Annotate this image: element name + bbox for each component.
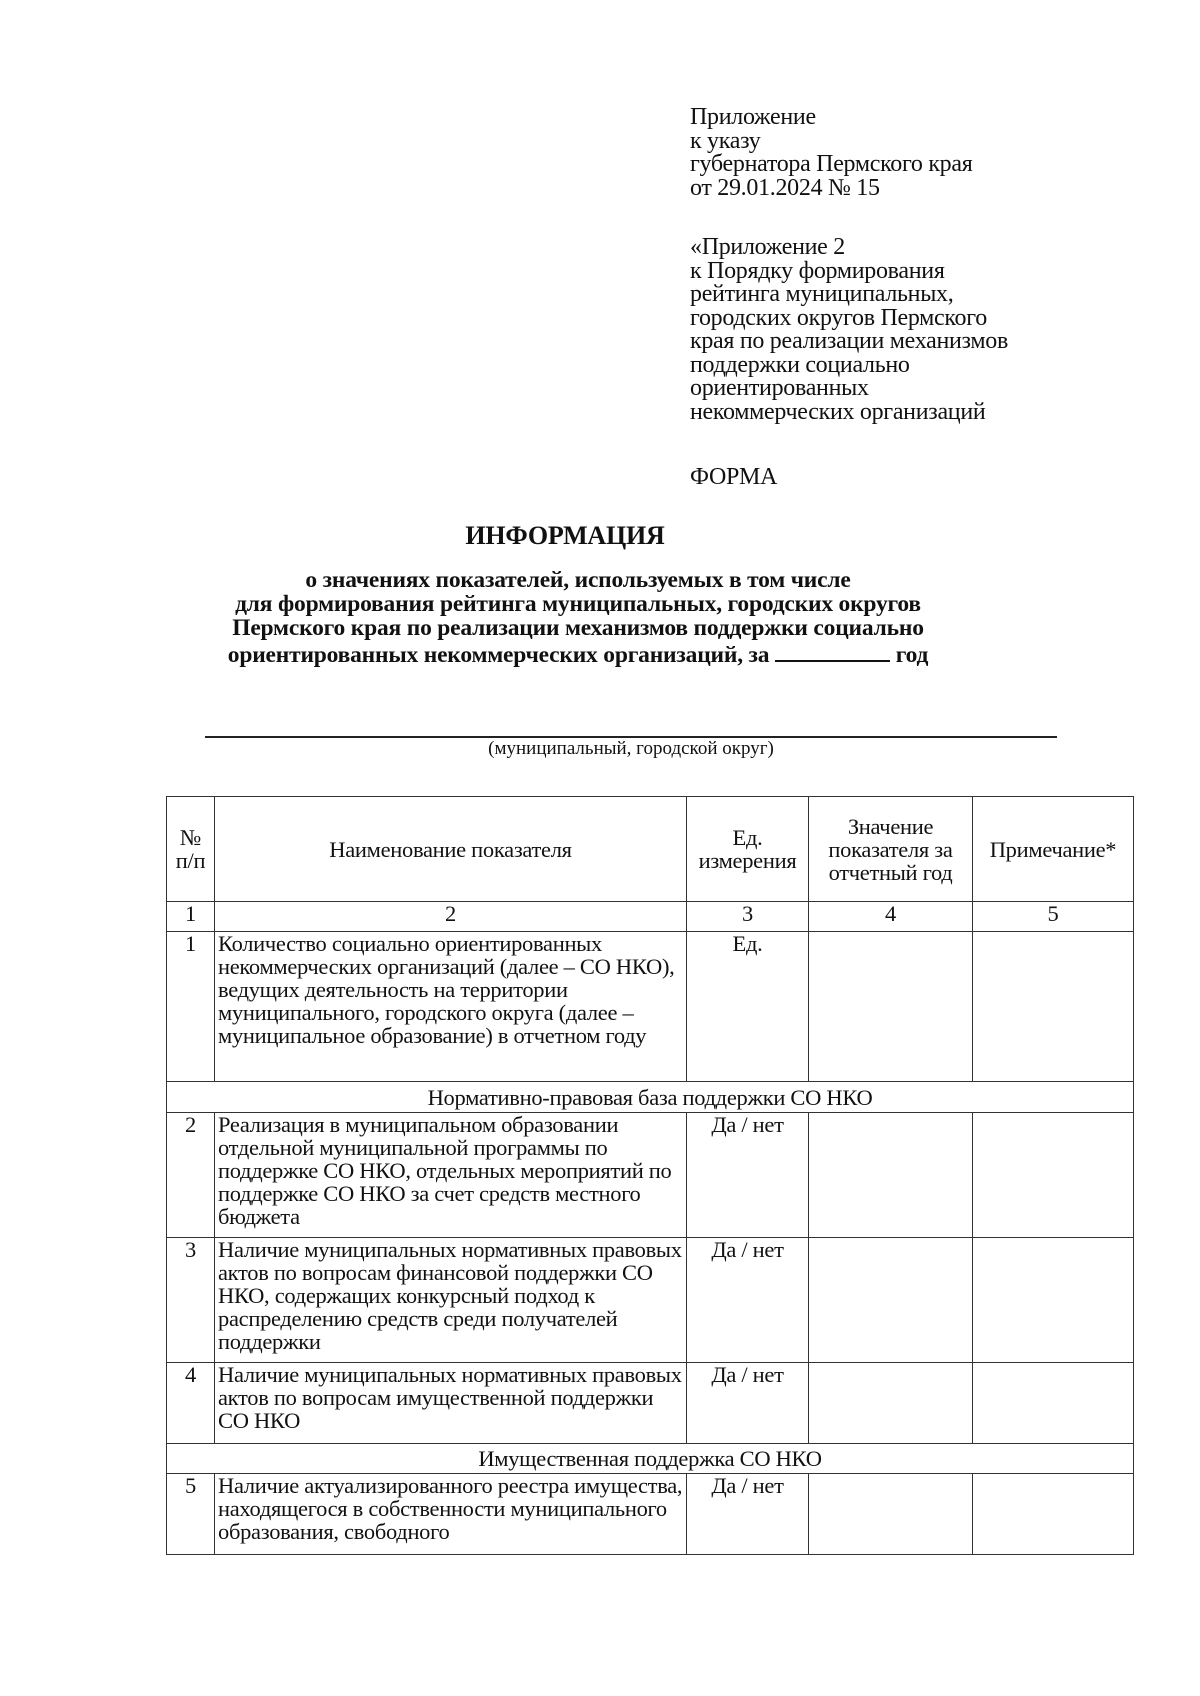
appendix2-line: рейтинга муниципальных, xyxy=(690,281,954,307)
table-row xyxy=(167,1238,1134,1363)
row-unit: Да / нет xyxy=(687,1363,809,1444)
document-title: ИНФОРМАЦИЯ xyxy=(465,521,665,550)
row-note-cell[interactable] xyxy=(973,1113,1134,1238)
appendix2-line: края по реализации механизмов xyxy=(690,328,1008,354)
row-unit: Да / нет xyxy=(687,1238,809,1363)
row-number: 1 xyxy=(167,932,215,1082)
appendix-line: к указу xyxy=(690,127,761,154)
column-number: 5 xyxy=(973,902,1134,932)
appendix-line: от 29.01.2024 № 15 xyxy=(690,174,880,201)
row-note-cell[interactable] xyxy=(973,1363,1134,1444)
header-unit: Ед. измерения xyxy=(687,797,809,902)
document-subtitle xyxy=(0,568,1178,667)
table-row xyxy=(167,1363,1134,1444)
subtitle-last-prefix: ориентированных некоммерческих организаций, за xyxy=(227,642,770,668)
appendix2-line: к Порядку формирования xyxy=(690,257,945,284)
row-indicator-name: Реализация в муниципальном образовании отдельной муниципальной программы по поддержке СО НКО, отдельных мероприятий по поддержке СО НКО за счет средств местного бюджета xyxy=(215,1113,687,1238)
row-note-cell[interactable] xyxy=(973,1474,1134,1555)
row-number: 4 xyxy=(167,1363,215,1444)
column-number: 2 xyxy=(215,902,687,932)
table-row xyxy=(167,1113,1134,1238)
subtitle-last-suffix: год xyxy=(895,642,929,668)
row-unit: Да / нет xyxy=(687,1474,809,1555)
subtitle-line: о значениях показателей, используемых в том числе xyxy=(305,567,851,593)
municipality-caption: (муниципальный, городской округ) xyxy=(488,738,774,759)
appendix2-line: городских округов Пермского xyxy=(690,304,987,331)
row-value-cell[interactable] xyxy=(809,1113,973,1238)
column-number: 3 xyxy=(687,902,809,932)
indicators-table xyxy=(166,796,1134,1555)
section-title: Имущественная поддержка СО НКО xyxy=(167,1444,1134,1474)
table-row xyxy=(167,1474,1134,1555)
column-number: 1 xyxy=(167,902,215,932)
row-value-cell[interactable] xyxy=(809,1238,973,1363)
subtitle-line xyxy=(0,640,1178,667)
header-value: Значение показателя за отчетный год xyxy=(809,797,973,902)
row-value-cell[interactable] xyxy=(809,1363,973,1444)
table-header-row xyxy=(167,797,1134,902)
section-row xyxy=(167,1444,1134,1474)
row-unit: Ед. xyxy=(687,932,809,1082)
year-blank-field[interactable] xyxy=(775,640,890,662)
row-indicator-name: Наличие актуализированного реестра имущества, находящегося в собственности муниципального образования, свободного xyxy=(215,1474,687,1555)
appendix2-line: ориентированных xyxy=(690,375,869,401)
row-number: 2 xyxy=(167,1113,215,1238)
subtitle-line: Пермского края по реализации механизмов поддержки социально xyxy=(232,615,924,641)
row-number: 5 xyxy=(167,1474,215,1555)
appendix-header xyxy=(690,106,972,200)
appendix2-line: некоммерческих организаций xyxy=(690,398,986,425)
section-title: Нормативно-правовая база поддержки СО НКО xyxy=(167,1082,1134,1113)
row-indicator-name: Наличие муниципальных нормативных правовых актов по вопросам финансовой поддержки СО НКО, содержащих конкурсный подход к распределению средств среди получателей поддержки xyxy=(215,1238,687,1363)
row-indicator-name: Наличие муниципальных нормативных правовых актов по вопросам имущественной поддержки СО НКО xyxy=(215,1363,687,1444)
row-unit: Да / нет xyxy=(687,1113,809,1238)
appendix-line: губернатора Пермского края xyxy=(690,151,973,177)
form-label: ФОРМА xyxy=(690,464,778,490)
row-note-cell[interactable] xyxy=(973,932,1134,1082)
subtitle-line: для формирования рейтинга муниципальных, городских округов xyxy=(235,591,921,617)
column-number-row xyxy=(167,902,1134,932)
column-number: 4 xyxy=(809,902,973,932)
row-note-cell[interactable] xyxy=(973,1238,1134,1363)
header-num: № п/п xyxy=(167,797,215,902)
row-indicator-name: Количество социально ориентированных некоммерческих организаций (далее – СО НКО), ведущих деятельность на территории муниципального, городского округа (далее – муниципальное образование) в отчетном году xyxy=(215,932,687,1082)
appendix2-header xyxy=(690,236,1008,424)
row-number: 3 xyxy=(167,1238,215,1363)
header-note: Примечание* xyxy=(973,797,1134,902)
row-value-cell[interactable] xyxy=(809,932,973,1082)
appendix2-line: «Приложение 2 xyxy=(690,234,845,260)
table-row xyxy=(167,932,1134,1082)
appendix2-line: поддержки социально xyxy=(690,351,910,378)
header-name: Наименование показателя xyxy=(215,797,687,902)
row-value-cell[interactable] xyxy=(809,1474,973,1555)
appendix-line: Приложение xyxy=(690,104,816,130)
section-row xyxy=(167,1082,1134,1113)
